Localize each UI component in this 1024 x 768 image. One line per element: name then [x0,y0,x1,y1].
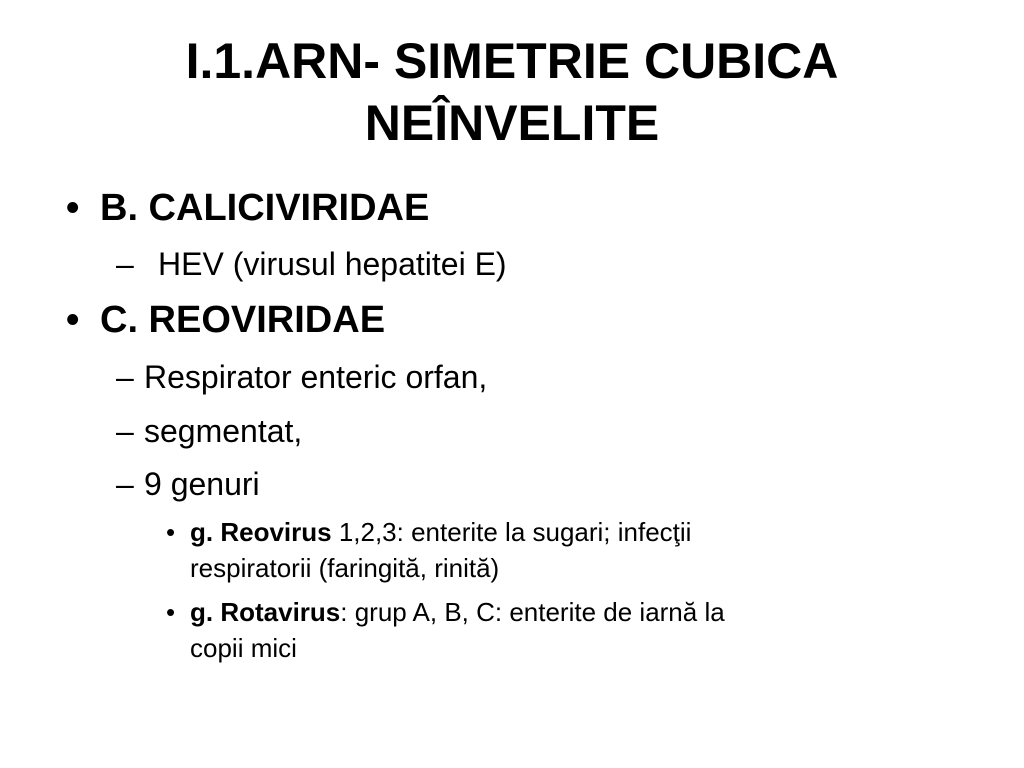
bullet-text: B. CALICIVIRIDAE [100,187,430,229]
genus-line-2: copii mici [190,633,297,663]
bullet-marker: • [166,597,176,627]
genus-description: 1,2,3: enterite la sugari; infecţii [331,517,692,547]
bullet-text: C. REOVIRIDAE [100,299,386,341]
genus-line-1 [190,596,725,628]
sub-item-text: Respirator enteric orfan, [144,359,488,395]
sub-item-text: segmentat, [144,413,303,449]
genus-name: g. Reovirus [190,517,332,547]
sub-item-text: 9 genuri [144,466,260,502]
genus-description: : grup A, B, C: enterite de iarnă la [340,597,725,627]
bullet-marker: • [66,299,80,341]
title-line-1: I.1.ARN- SIMETRIE CUBICA [185,33,839,89]
title-line-2: NEÎNVELITE [364,95,660,151]
dash-marker: – [116,413,134,449]
genus-name: g. Rotavirus [190,597,341,627]
genus-line-2: respiratorii (faringită, rinită) [190,553,500,583]
sub-item-text: HEV (virusul hepatitei E) [158,246,507,282]
bullet-marker: • [66,187,80,229]
genus-line-1 [190,516,691,548]
dash-marker: – [116,466,134,502]
bullet-marker: • [166,517,176,547]
dash-marker: – [116,359,134,395]
slide-title [60,30,964,154]
dash-marker: – [116,246,134,282]
